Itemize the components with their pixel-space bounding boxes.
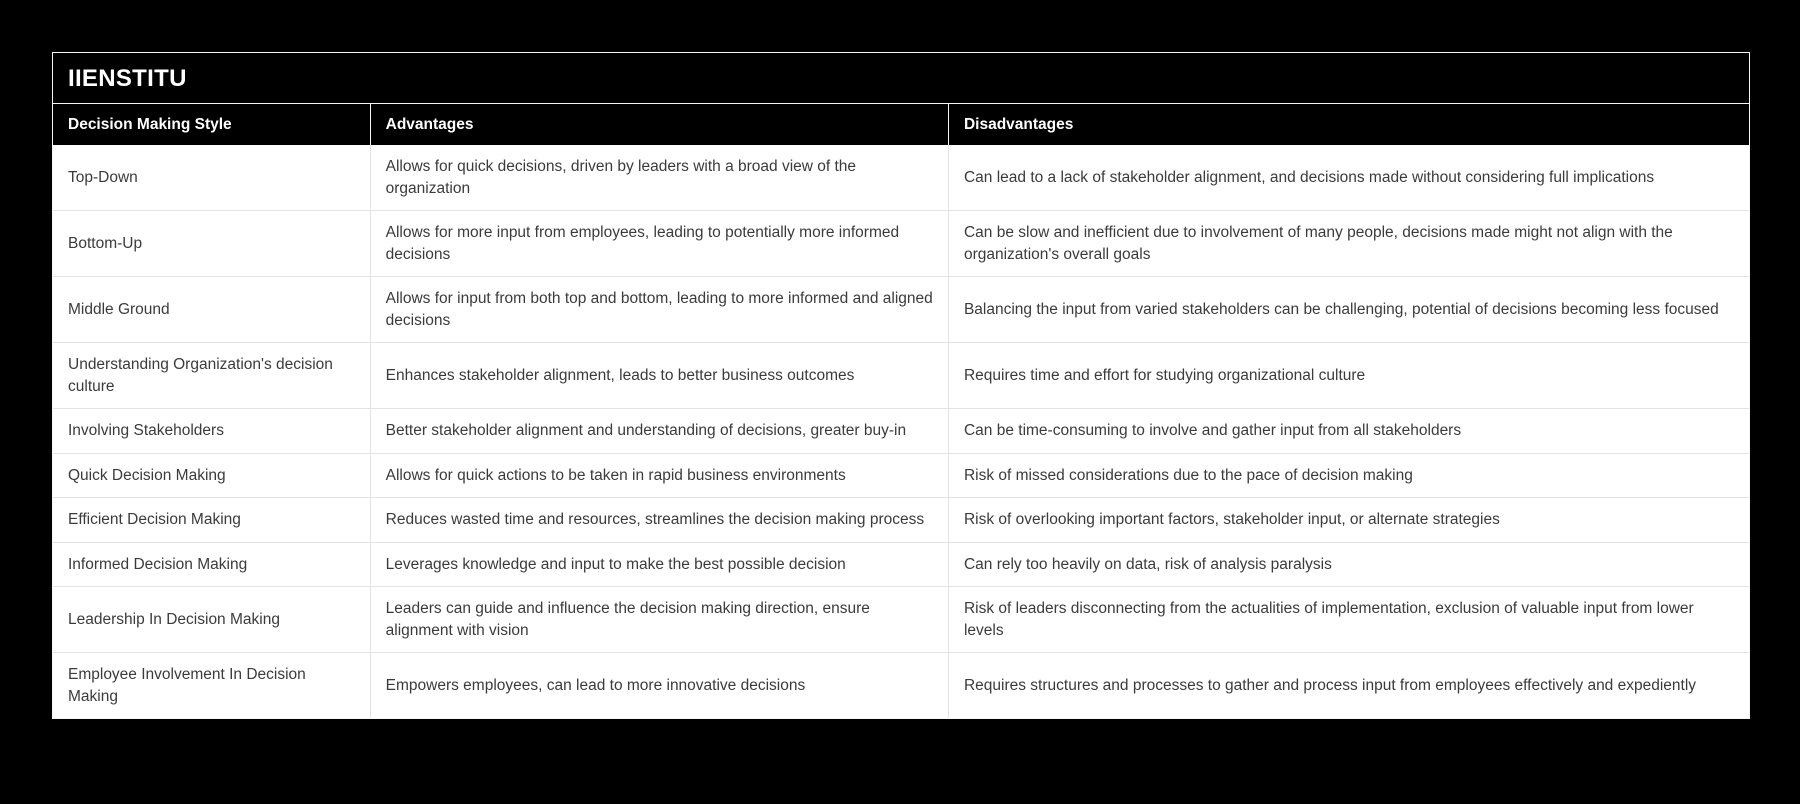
- table-row: [53, 542, 1749, 587]
- disadvantages-cell: Risk of overlooking important factors, stakeholder input, or alternate strategies: [948, 498, 1749, 543]
- table-row: [53, 653, 1749, 719]
- header-row: [53, 104, 1749, 145]
- table-row: [53, 211, 1749, 277]
- disadvantages-cell: Balancing the input from varied stakeholders can be challenging, potential of decisions becoming less focused: [948, 277, 1749, 343]
- style-cell: Middle Ground: [53, 277, 370, 343]
- disadvantages-cell: Can rely too heavily on data, risk of analysis paralysis: [948, 542, 1749, 587]
- table-row: [53, 498, 1749, 543]
- style-cell: Leadership In Decision Making: [53, 587, 370, 653]
- table-body: [53, 145, 1749, 718]
- table-row: [53, 343, 1749, 409]
- disadvantages-cell: Requires time and effort for studying organizational culture: [948, 343, 1749, 409]
- table-row: [53, 409, 1749, 454]
- column-header-advantages: Advantages: [370, 104, 948, 145]
- advantages-cell: Better stakeholder alignment and understanding of decisions, greater buy-in: [370, 409, 948, 454]
- column-header-disadvantages: Disadvantages: [948, 104, 1749, 145]
- column-header-decision-making-style: Decision Making Style: [53, 104, 370, 145]
- advantages-cell: Leverages knowledge and input to make the best possible decision: [370, 542, 948, 587]
- style-cell: Informed Decision Making: [53, 542, 370, 587]
- style-cell: Efficient Decision Making: [53, 498, 370, 543]
- style-cell: Quick Decision Making: [53, 453, 370, 498]
- table-row: [53, 277, 1749, 343]
- disadvantages-cell: Can lead to a lack of stakeholder alignment, and decisions made without considering full implications: [948, 145, 1749, 211]
- advantages-cell: Allows for input from both top and bottom, leading to more informed and aligned decisions: [370, 277, 948, 343]
- style-cell: Employee Involvement In Decision Making: [53, 653, 370, 719]
- advantages-cell: Allows for more input from employees, leading to potentially more informed decisions: [370, 211, 948, 277]
- advantages-cell: Reduces wasted time and resources, streamlines the decision making process: [370, 498, 948, 543]
- table-header: [53, 104, 1749, 145]
- disadvantages-cell: Can be slow and inefficient due to involvement of many people, decisions made might not align with the organization's overall goals: [948, 211, 1749, 277]
- style-cell: Top-Down: [53, 145, 370, 211]
- style-cell: Bottom-Up: [53, 211, 370, 277]
- disadvantages-cell: Risk of leaders disconnecting from the actualities of implementation, exclusion of valuable input from lower levels: [948, 587, 1749, 653]
- disadvantages-cell: Risk of missed considerations due to the pace of decision making: [948, 453, 1749, 498]
- style-cell: Understanding Organization's decision culture: [53, 343, 370, 409]
- disadvantages-cell: Can be time-consuming to involve and gather input from all stakeholders: [948, 409, 1749, 454]
- table-row: [53, 145, 1749, 211]
- table-row: [53, 587, 1749, 653]
- comparison-table-card: [52, 52, 1750, 719]
- style-cell: Involving Stakeholders: [53, 409, 370, 454]
- table-row: [53, 453, 1749, 498]
- decision-making-table: [53, 104, 1749, 718]
- advantages-cell: Empowers employees, can lead to more innovative decisions: [370, 653, 948, 719]
- disadvantages-cell: Requires structures and processes to gather and process input from employees effectively and expediently: [948, 653, 1749, 719]
- advantages-cell: Allows for quick actions to be taken in rapid business environments: [370, 453, 948, 498]
- advantages-cell: Enhances stakeholder alignment, leads to better business outcomes: [370, 343, 948, 409]
- brand-title: IIENSTITU: [53, 53, 1749, 104]
- advantages-cell: Allows for quick decisions, driven by leaders with a broad view of the organization: [370, 145, 948, 211]
- advantages-cell: Leaders can guide and influence the decision making direction, ensure alignment with vision: [370, 587, 948, 653]
